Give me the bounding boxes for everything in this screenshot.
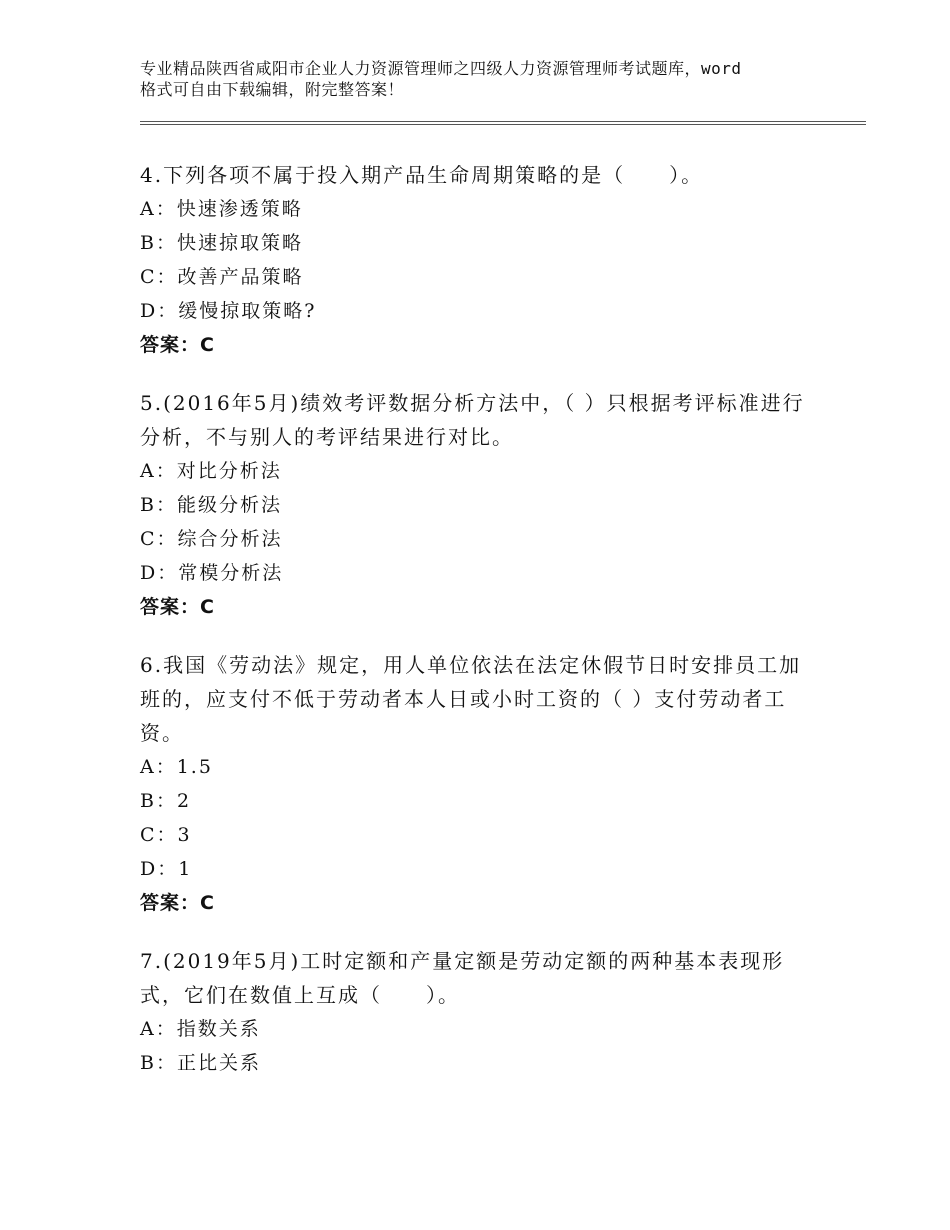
option-d: D：1 bbox=[140, 858, 193, 880]
option-b: B：能级分析法 bbox=[140, 494, 282, 516]
question-6 bbox=[140, 648, 820, 920]
question-stem: 7.(2019年5月)工时定额和产量定额是劳动定额的两种基本表现形式，它们在数值上互成（ ）。 bbox=[140, 949, 785, 1007]
answer: 答案：C bbox=[140, 596, 215, 618]
header-divider-bottom bbox=[140, 124, 866, 125]
option-b: B：正比关系 bbox=[140, 1052, 261, 1074]
option-a: A：快速渗透策略 bbox=[140, 198, 303, 220]
option-a: A：1.5 bbox=[140, 756, 213, 778]
question-stem: 6.我国《劳动法》规定，用人单位依法在法定休假节日时安排员工加班的，应支付不低于劳动者本人日或小时工资的（ ）支付劳动者工资。 bbox=[140, 653, 802, 745]
option-c: C：改善产品策略 bbox=[140, 266, 304, 288]
option-d: D：缓慢掠取策略? bbox=[140, 300, 317, 322]
option-a: A：对比分析法 bbox=[140, 460, 282, 482]
document-header bbox=[140, 58, 840, 100]
question-4 bbox=[140, 158, 820, 362]
header-title-line-1: 专业精品陕西省咸阳市企业人力资源管理师之四级人力资源管理师考试题库，word bbox=[140, 59, 742, 78]
header-divider-top bbox=[140, 121, 866, 122]
header-title-line-2: 格式可自由下载编辑，附完整答案！ bbox=[140, 80, 405, 99]
option-b: B：快速掠取策略 bbox=[140, 232, 303, 254]
question-list bbox=[140, 158, 820, 1104]
option-a: A：指数关系 bbox=[140, 1018, 261, 1040]
answer: 答案：C bbox=[140, 892, 215, 914]
option-c: C：3 bbox=[140, 824, 192, 846]
answer: 答案：C bbox=[140, 334, 215, 356]
option-c: C：综合分析法 bbox=[140, 528, 283, 550]
option-b: B：2 bbox=[140, 790, 192, 812]
question-stem: 4.下列各项不属于投入期产品生命周期策略的是（ ）。 bbox=[140, 163, 704, 187]
question-stem: 5.(2016年5月)绩效考评数据分析方法中，（ ）只根据考评标准进行分析，不与别人的考评结果进行对比。 bbox=[140, 391, 805, 449]
question-5 bbox=[140, 386, 820, 624]
question-7 bbox=[140, 944, 820, 1080]
option-d: D：常模分析法 bbox=[140, 562, 284, 584]
